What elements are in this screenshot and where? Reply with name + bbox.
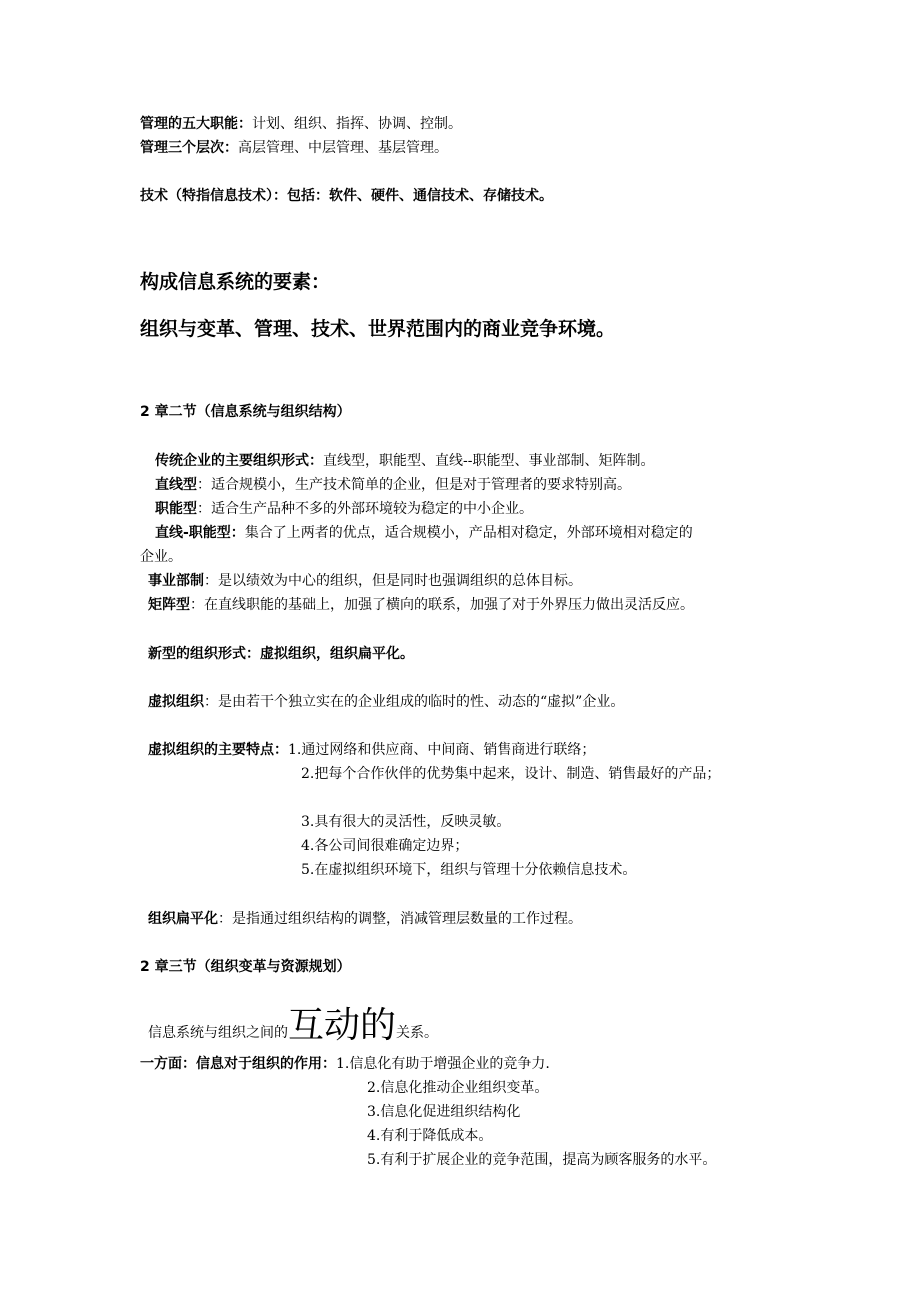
functional-type-line	[155, 500, 533, 518]
impact-item: 1.信息化有助于增强企业的竞争力.	[336, 1056, 550, 1072]
virtual-features-line	[148, 741, 595, 759]
division-type-line	[148, 572, 582, 590]
linear-type-text: ：适合规模小，生产技术简单的企业，但是对于管理者的要求特别高。	[197, 477, 631, 493]
section3-title: 2 章三节（组织变革与资源规划）	[140, 959, 351, 975]
matrix-type-label: 矩阵型	[148, 597, 190, 613]
virtual-feature-item: 2.把每个合作伙伴的优势集中起来，设计、制造、销售最好的产品；	[301, 766, 721, 782]
matrix-type-text: ：在直线职能的基础上，加强了横向的联系，加强了对于外界压力做出灵活反应。	[190, 597, 694, 613]
virtual-organization-line	[148, 693, 624, 711]
management-functions-label: 管理的五大职能：	[140, 116, 252, 132]
interaction-pre: 信息系统与组织之间的	[148, 1025, 288, 1041]
virtual-feature-item: 4.各公司间很难确定边界；	[301, 838, 469, 854]
virtual-organization-label: 虚拟组织	[148, 694, 204, 710]
virtual-feature-item: 5.在虚拟组织环境下，组织与管理十分依赖信息技术。	[301, 862, 637, 878]
linear-type-line	[155, 476, 631, 494]
matrix-type-line	[148, 596, 694, 614]
impact-item: 3.信息化促进组织结构化	[367, 1104, 521, 1120]
management-functions-text: 计划、组织、指挥、协调、控制。	[252, 116, 462, 132]
division-type-text: ：是以绩效为中心的组织，但是同时也强调组织的总体目标。	[204, 573, 582, 589]
virtual-features-label: 虚拟组织的主要特点：	[148, 742, 288, 758]
traditional-forms-line	[155, 452, 654, 470]
interaction-line	[148, 1006, 438, 1053]
impact-item: 5.有利于扩展企业的竞争范围，提高为顾客服务的水平。	[367, 1152, 717, 1168]
linear-type-label: 直线型	[155, 477, 197, 493]
flat-organization-line	[148, 910, 582, 928]
impact-item: 2.信息化推动企业组织变革。	[367, 1080, 549, 1096]
traditional-forms-text: 直线型，职能型、直线--职能型、事业部制、矩阵制。	[323, 453, 655, 469]
management-levels-text: 高层管理、中层管理、基层管理。	[238, 140, 448, 156]
interaction-emphasis: 互动的	[288, 1005, 397, 1046]
impact-item: 4.有利于降低成本。	[367, 1128, 493, 1144]
flat-organization-label: 组织扁平化	[148, 911, 218, 927]
impact-line	[140, 1055, 550, 1073]
technology-line: 技术（特指信息技术）：包括：软件、硬件、通信技术、存储技术。	[140, 188, 553, 204]
line-functional-type-line	[155, 524, 693, 542]
interaction-post: 关系。	[396, 1025, 439, 1041]
functional-type-text: ：适合生产品种不多的外部环境较为稳定的中小企业。	[197, 501, 533, 517]
new-organization-forms: 新型的组织形式：虚拟组织，组织扁平化。	[148, 646, 414, 662]
elements-text: 组织与变革、管理、技术、世界范围内的商业竞争环境。	[140, 318, 616, 340]
division-type-label: 事业部制	[148, 573, 204, 589]
line-functional-type-continuation: 企业。	[140, 549, 182, 565]
management-functions-line	[140, 115, 462, 133]
virtual-organization-text: ：是由若干个独立实在的企业组成的临时的性、动态的“虚拟”企业。	[204, 694, 625, 710]
line-functional-type-label: 直线-职能型：	[155, 525, 245, 541]
functional-type-label: 职能型	[155, 501, 197, 517]
elements-heading: 构成信息系统的要素：	[140, 271, 331, 293]
flat-organization-text: ：是指通过组织结构的调整，消减管理层数量的工作过程。	[218, 911, 582, 927]
virtual-feature-item: 3.具有很大的灵活性，反映灵敏。	[301, 814, 511, 830]
impact-label: 一方面：信息对于组织的作用：	[140, 1056, 336, 1072]
line-functional-type-text: 集合了上两者的优点，适合规模小，产品相对稳定，外部环境相对稳定的	[244, 525, 693, 541]
management-levels-label: 管理三个层次：	[140, 140, 238, 156]
virtual-feature-item: 1.通过网络和供应商、中间商、销售商进行联络；	[288, 742, 596, 758]
management-levels-line	[140, 139, 448, 157]
traditional-forms-label: 传统企业的主要组织形式：	[155, 453, 323, 469]
section2-title: 2 章二节（信息系统与组织结构）	[140, 404, 351, 420]
